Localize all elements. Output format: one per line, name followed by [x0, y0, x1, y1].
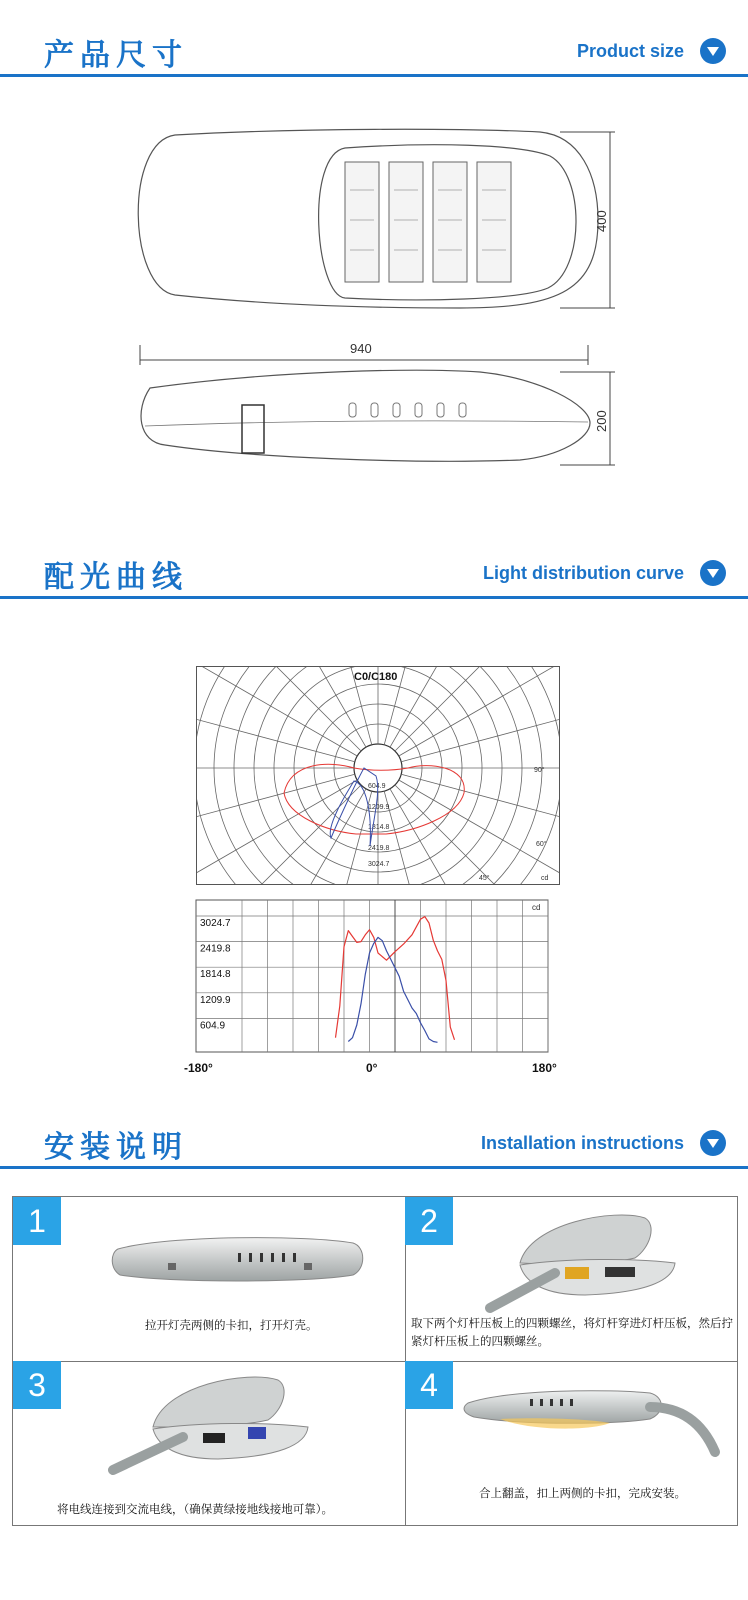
chevron-down-icon	[700, 38, 726, 64]
installation-steps	[12, 1196, 738, 1526]
side-latch	[242, 405, 264, 453]
polar-unit: cd	[541, 875, 549, 882]
polar-angle-90: 90°	[534, 767, 545, 774]
led-modules	[345, 162, 511, 282]
polar-ring-label: 2419.8	[368, 845, 390, 852]
lamp-wiring-image	[108, 1365, 318, 1475]
chevron-down-icon	[700, 1130, 726, 1156]
y-tick-label: 1209.9	[200, 994, 231, 1006]
step-number: 4	[405, 1361, 453, 1409]
polar-ring-label: 604.9	[368, 783, 386, 790]
section-divider	[0, 1166, 748, 1169]
polar-ring-label: 1209.9	[368, 804, 390, 811]
installation-header	[0, 1114, 748, 1174]
lamp-closed-image	[108, 1229, 368, 1289]
line-chart	[184, 896, 570, 1081]
section-title-cn: 安装说明	[44, 1130, 188, 1165]
step-description: 拉开灯壳两侧的卡扣，打开灯壳。	[145, 1318, 318, 1332]
light-curve-header	[0, 544, 748, 604]
lamp-installed-image	[460, 1377, 730, 1467]
step-description: 合上翻盖，扣上两侧的卡扣，完成安装。	[479, 1486, 686, 1500]
y-tick-label: 2419.8	[200, 943, 231, 955]
step-number: 2	[405, 1197, 453, 1245]
x-tick-right: 180°	[532, 1061, 557, 1075]
step-3	[13, 1361, 405, 1525]
dimension-height-label: 200	[594, 410, 609, 432]
polar-chart	[196, 666, 560, 886]
section-title-cn: 产品尺寸	[44, 38, 188, 73]
step-description: 将电线连接到交流电线，（确保黄绿接地线接地可靠）。	[57, 1502, 333, 1516]
y-tick-label: 604.9	[200, 1020, 226, 1032]
polar-angle-45: 45°	[479, 875, 490, 882]
dimension-length-label: 940	[350, 341, 372, 356]
step-2	[405, 1197, 737, 1361]
section-title-cn: 配光曲线	[44, 560, 188, 595]
step-number: 3	[13, 1361, 61, 1409]
side-vents	[349, 403, 466, 417]
section-divider	[0, 74, 748, 77]
y-tick-label: 3024.7	[200, 918, 231, 929]
product-size-drawing	[0, 120, 748, 490]
polar-chart-title: C0/C180	[354, 671, 398, 683]
product-size-header	[0, 22, 748, 82]
dimension-width-label: 400	[594, 210, 609, 232]
chevron-down-icon	[700, 560, 726, 586]
section-title-en: Light distribution curve	[483, 563, 684, 583]
x-tick-mid: 0°	[366, 1061, 378, 1075]
step-description-line2: 紧灯杆压板上的四颗螺丝。	[411, 1334, 549, 1348]
step-description-line1: 取下两个灯杆压板上的四颗螺丝，将灯杆穿进灯杆压板，然后拧	[411, 1316, 733, 1330]
side-view-outline	[141, 370, 590, 461]
y-tick-label: 1814.8	[200, 969, 231, 981]
polar-ring-label: 1814.8	[368, 824, 390, 831]
lamp-open-pole-image	[485, 1203, 685, 1313]
line-chart-unit: cd	[532, 903, 541, 912]
polar-ring-label: 3024.7	[368, 861, 390, 868]
section-title-en: Product size	[576, 41, 684, 61]
section-title-en: Installation instructions	[480, 1133, 684, 1153]
polar-angle-60: 60°	[536, 841, 547, 848]
x-tick-left: -180°	[184, 1061, 213, 1075]
step-1	[13, 1197, 405, 1361]
step-4	[405, 1361, 737, 1525]
section-divider	[0, 596, 748, 599]
step-number: 1	[13, 1197, 61, 1245]
